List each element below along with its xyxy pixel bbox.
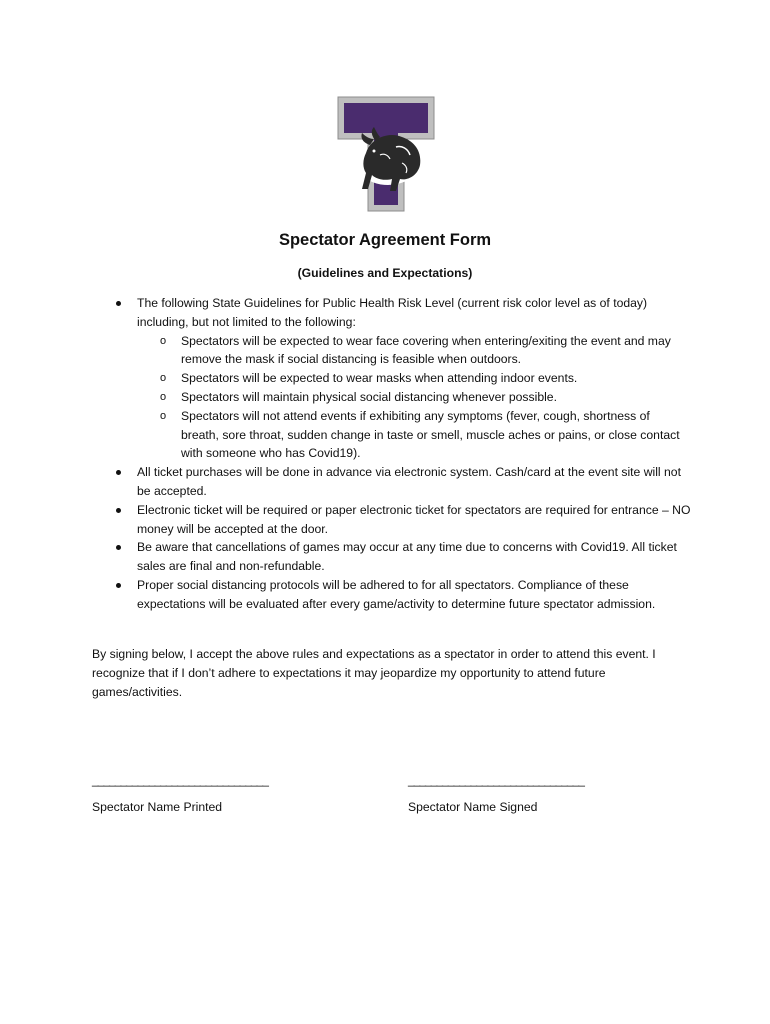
list-item-text: Proper social distancing protocols will be adhered to for all spectators. Compliance of these expectations will be evaluated after every game/activity to determine future spectator admission. bbox=[137, 577, 656, 611]
school-logo bbox=[336, 95, 436, 213]
list-item bbox=[92, 294, 692, 463]
sub-list-item: o Spectators will be expected to wear masks when attending indoor events. bbox=[137, 369, 692, 388]
sub-list-item: o Spectators will be expected to wear face covering when entering/exiting the event and may remove the mask if social distancing is feasible when outdoors. bbox=[137, 332, 692, 370]
form-title: Spectator Agreement Form bbox=[278, 231, 492, 249]
sub-list bbox=[137, 332, 692, 464]
printed-name-label: Spectator Name Printed bbox=[92, 800, 223, 814]
list-item bbox=[92, 576, 692, 614]
list-item bbox=[92, 538, 692, 576]
sub-list-item: o Spectators will not attend events if exhibiting any symptoms (fever, cough, shortness of breath, sore throat, sudden change in taste or smell, muscle aches or pains, or close contact with someone who has Covid19). bbox=[137, 407, 692, 463]
list-item-text: Electronic ticket will be required or paper electronic ticket for spectators are required for entrance – NO money will be accepted at the door. bbox=[137, 502, 691, 536]
list-item-text: All ticket purchases will be done in advance via electronic system. Cash/card at the event site will not be accepted. bbox=[137, 465, 681, 498]
sub-list-item: o Spectators will maintain physical social distancing whenever possible. bbox=[137, 388, 692, 407]
list-item-text: The following State Guidelines for Public Health Risk Level (current risk color level as of today) including, but not limited to the following: bbox=[137, 296, 648, 329]
t-bison-logo-icon bbox=[336, 95, 436, 213]
list-item bbox=[92, 501, 692, 539]
list-item-text: Be aware that cancellations of games may occur at any time due to concerns with Covid19. All ticket sales are final and non-refundable. bbox=[137, 540, 677, 574]
guidelines-list bbox=[92, 294, 692, 614]
agreement-paragraph: By signing below, I accept the above rules and expectations as a spectator in order to attend this event. I recognize that if I don’t adhere to expectations it may jeopardize my opportunity to attend future games/activities. bbox=[92, 647, 656, 699]
printed-name-line[interactable]: _______________________________ bbox=[92, 773, 268, 787]
list-item bbox=[92, 463, 692, 501]
form-subtitle: (Guidelines and Expectations) bbox=[297, 266, 473, 280]
signature-line[interactable]: _______________________________ bbox=[408, 773, 584, 787]
signed-name-label: Spectator Name Signed bbox=[408, 800, 538, 814]
